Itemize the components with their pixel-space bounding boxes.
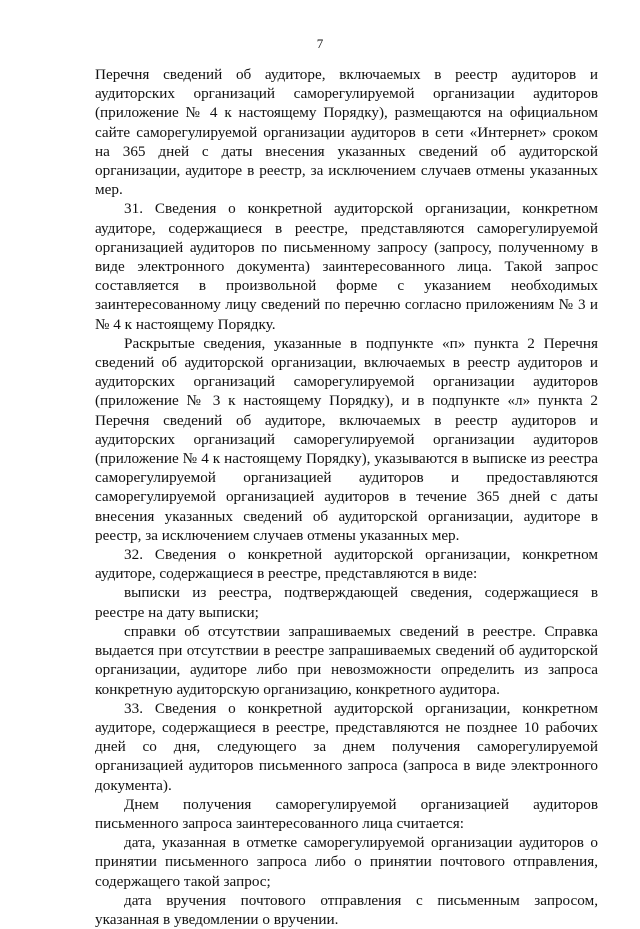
paragraph: 32. Сведения о конкретной аудиторской организации, конкретном аудиторе, содержащиеся в реестре, представляются в виде: [95, 546, 598, 583]
paragraph: справки об отсутствии запрашиваемых сведений в реестре. Справка выдается при отсутствии в реестре запрашиваемых сведений об аудиторской организации, аудиторе либо при невозможности определить из запроса конкретную аудиторскую организацию, конкретного аудитора. [95, 622, 598, 698]
page-number: 7 [316, 36, 324, 51]
paragraph: выписки из реестра, подтверждающей сведения, содержащиеся в реестре на дату выписки; [95, 584, 598, 621]
paragraph: дата вручения почтового отправления с письменным запросом, указанная в уведомлении о вручении. [95, 891, 598, 928]
paragraph: дата, указанная в отметке саморегулируемой организации аудиторов о принятии письменного запроса либо о принятии почтового отправления, содержащего такой запрос; [95, 834, 598, 890]
paragraph: 31. Сведения о конкретной аудиторской организации, конкретном аудиторе, содержащиеся в реестре, представляются саморегулируемой организацией аудиторов по письменному запросу (запросу, полученному в виде электронного документа) заинтересованного лица. Такой запрос составляется в произвольной форме с указанием необходимых заинтересованному лицу сведений по перечню согласно приложениям № 3 и № 4 к настоящему Порядку. [95, 200, 598, 333]
document-body [95, 65, 598, 929]
paragraph: Раскрытые сведения, указанные в подпункте «п» пункта 2 Перечня сведений об аудиторской организации, включаемых в реестр аудиторов и аудиторских организаций саморегулируемой организации аудиторов (приложение № 3 к настоящему Порядку), и в подпункте «л» пункта 2 Перечня сведений об аудиторе, включаемых в реестр аудиторов и аудиторских организаций саморегулируемой организации аудиторов (приложение № 4 к настоящему Порядку), указываются в выписке из реестра саморегулируемой организацией аудиторов и предоставляются саморегулируемой организацией аудиторов в течение 365 дней с даты внесения указанных сведений об аудиторской организации, аудиторе в реестр, за исключением случаев отмены указанных мер. [95, 334, 598, 544]
paragraph: Перечня сведений об аудиторе, включаемых в реестр аудиторов и аудиторских организаций саморегулируемой организации аудиторов (приложение № 4 к настоящему Порядку), размещаются на официальном сайте саморегулируемой организации аудиторов в сети «Интернет» сроком на 365 дней с даты внесения указанных сведений об аудиторской организации, аудиторе в реестр, за исключением случаев отмены указанных мер. [95, 66, 598, 199]
paragraph: 33. Сведения о конкретной аудиторской организации, конкретном аудиторе, содержащиеся в реестре, представляются не позднее 10 рабочих дней со дня, следующего за днем получения саморегулируемой организацией аудиторов письменного запроса (запроса в виде электронного документа). [95, 699, 598, 794]
paragraph: Днем получения саморегулируемой организацией аудиторов письменного запроса заинтересованного лица считается: [95, 795, 598, 832]
